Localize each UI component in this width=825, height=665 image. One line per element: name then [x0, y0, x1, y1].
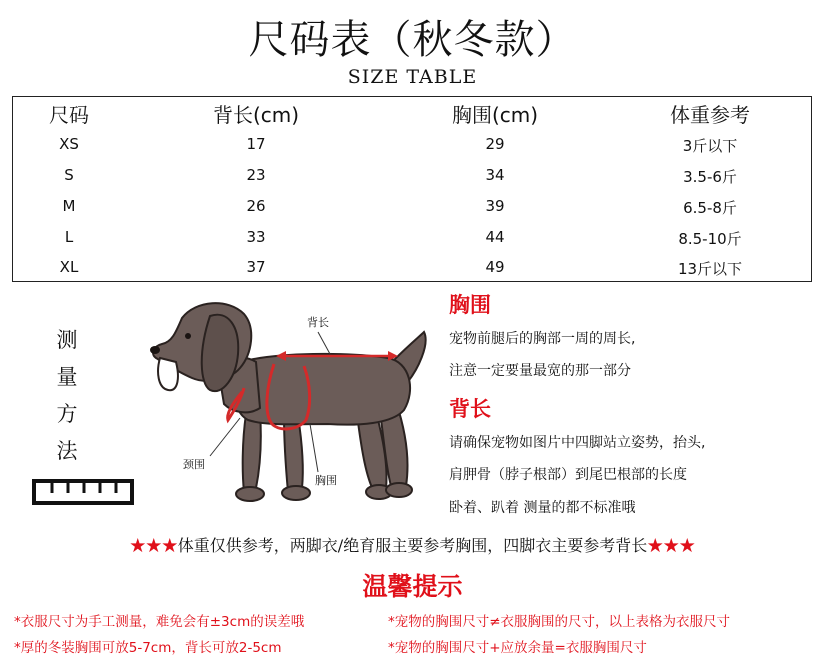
dog-measure-diagram — [148, 292, 438, 524]
eye-icon — [185, 333, 191, 339]
cell-weight: 6.5-8斤 — [683, 199, 737, 217]
chest-section-title: 胸围 — [449, 293, 491, 317]
back-section-line: 肩胛骨（脖子根部）到尾巴根部的长度 — [449, 467, 687, 483]
cell-weight: 13斤以下 — [677, 260, 743, 278]
measure-title-char: 法 — [56, 439, 78, 463]
ruler-icon — [32, 479, 134, 505]
cell-chest: 49 — [485, 258, 505, 276]
page-title: 尺码表（秋冬款） — [248, 17, 577, 63]
size-table — [12, 96, 812, 282]
measure-method-title — [52, 322, 82, 470]
cell-size: L — [64, 228, 74, 246]
dog-icon — [153, 303, 425, 501]
back-section-line: 请确保宠物如图片中四脚站立姿势，抬头, — [449, 435, 706, 451]
cell-size: S — [64, 166, 74, 184]
measure-title-char: 方 — [56, 402, 78, 426]
cell-chest: 29 — [485, 135, 505, 153]
cell-back-length: 33 — [246, 228, 266, 246]
header-back-length: 背长(cm) — [212, 103, 300, 127]
cell-back-length: 26 — [246, 197, 266, 215]
star-icon: ★★★ — [129, 536, 178, 555]
reference-note-text: 体重仅供参考，两脚衣/绝育服主要参考胸围，四脚衣主要参考背长 — [177, 536, 648, 555]
nose-icon — [150, 346, 160, 354]
tip-item: *厚的冬装胸围可放5-7cm，背长可放2-5cm — [14, 640, 282, 656]
cell-back-length: 37 — [246, 258, 266, 276]
neck-pointer-line — [210, 418, 240, 456]
chest-section-line: 注意一定要量最宽的那一部分 — [449, 363, 631, 379]
tip-item: *宠物的胸围尺寸≠衣服胸围的尺寸，以上表格为衣服尺寸 — [388, 614, 731, 630]
measure-title-char: 测 — [56, 328, 78, 352]
star-icon: ★★★ — [647, 536, 696, 555]
cell-chest: 44 — [485, 228, 505, 246]
cell-back-length: 17 — [246, 135, 266, 153]
cell-size: M — [62, 197, 76, 215]
cell-size: XS — [59, 135, 79, 153]
reference-note — [0, 533, 825, 556]
back-pointer-line — [318, 332, 330, 354]
neck-label: 颈围 — [183, 458, 205, 471]
measure-title-char: 量 — [56, 365, 78, 389]
cell-size: XL — [59, 258, 79, 276]
chest-section-line: 宠物前腿后的胸部一周的周长, — [449, 331, 636, 347]
cell-weight: 3斤以下 — [682, 137, 738, 155]
cell-chest: 39 — [485, 197, 505, 215]
cell-weight: 3.5-6斤 — [683, 168, 737, 186]
cell-back-length: 23 — [246, 166, 266, 184]
back-length-label: 背长 — [307, 316, 329, 329]
header-weight: 体重参考 — [670, 103, 750, 127]
back-section-title: 背长 — [449, 397, 491, 421]
cell-weight: 8.5-10斤 — [678, 230, 742, 248]
back-section-line: 卧着、趴着 测量的都不标准哦 — [449, 500, 636, 516]
chest-pointer-line — [310, 424, 318, 472]
tips-title: 温馨提示 — [362, 572, 463, 601]
chest-label: 胸围 — [315, 474, 337, 487]
cell-chest: 34 — [485, 166, 505, 184]
header-size: 尺码 — [49, 103, 89, 127]
tip-item: *衣服尺寸为手工测量，难免会有±3cm的误差哦 — [14, 614, 305, 630]
tip-item: *宠物的胸围尺寸+应放余量=衣服胸围尺寸 — [388, 640, 647, 656]
header-chest: 胸围(cm) — [451, 103, 539, 127]
tongue-icon — [158, 358, 178, 390]
page-subtitle: SIZE TABLE — [347, 66, 478, 88]
